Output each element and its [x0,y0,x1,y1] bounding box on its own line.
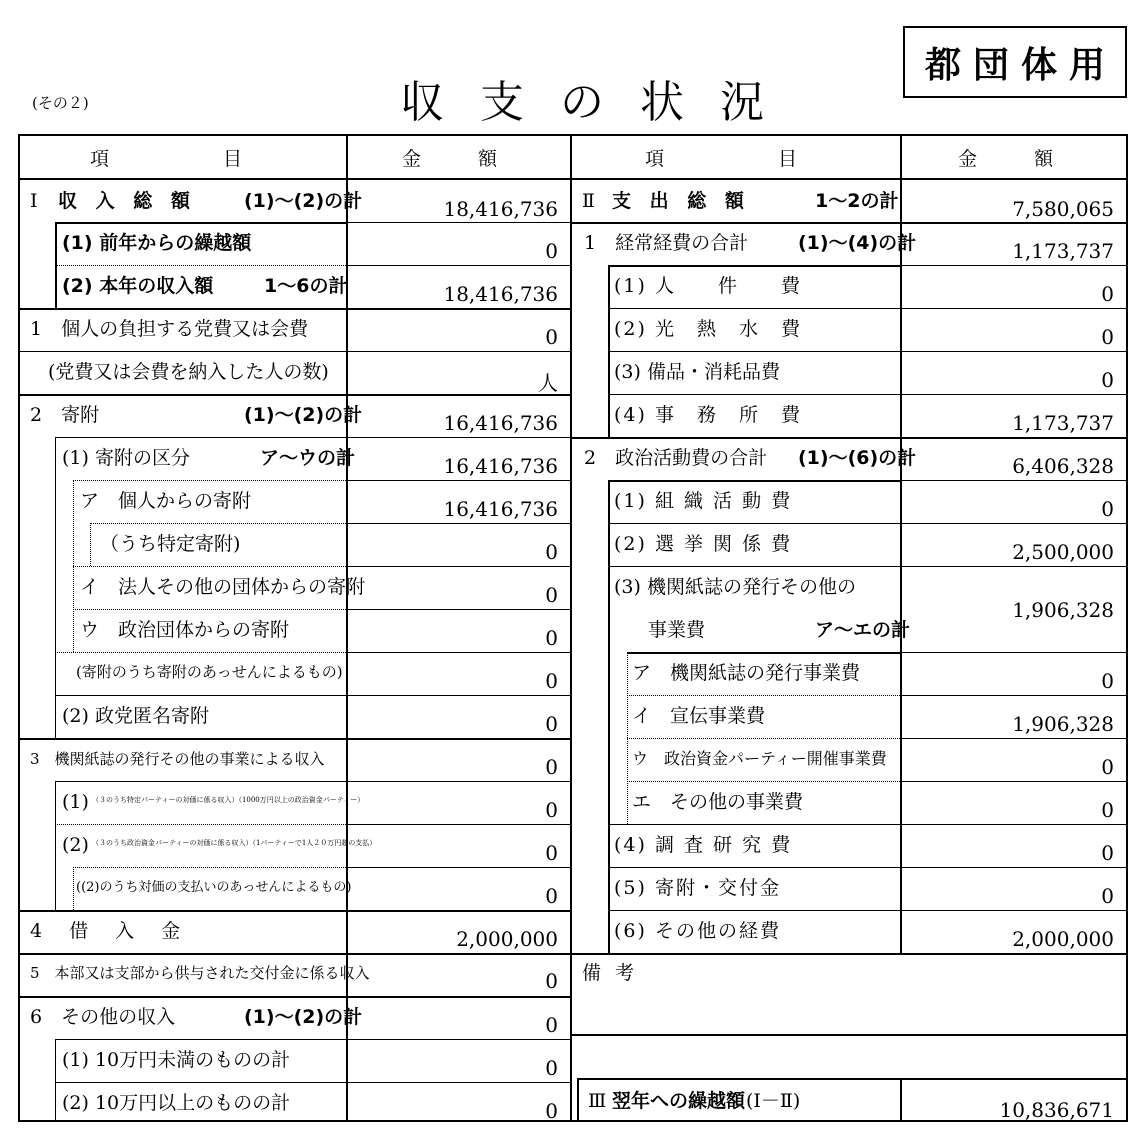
expense-pub-b-label: イ 宣伝事業費 [632,705,766,727]
income-donations-value: 16,416,736 [443,411,558,435]
expense-publication-value: 1,906,328 [1012,598,1114,622]
income-donation-anonymous-label: (2) 政党匿名寄附 [62,705,209,727]
income-donation-types-note: ア～ウの計 [260,447,356,469]
income-pub-sub1-value: 0 [545,798,558,822]
expense-pub-a-label: ア 機関紙誌の発行事業費 [632,662,861,684]
income-branch-grants-value: 0 [545,969,558,993]
income-pub-sub3-value: 0 [545,884,558,908]
income-donation-corporate-label: イ 法人その他の団体からの寄附 [80,576,366,598]
expense-ordinary-label: 1 経常経費の合計 [584,232,749,254]
page-subtitle: (その２) [32,94,89,112]
expense-utilities-label: (2) 光 熱 水 費 [614,318,802,340]
expense-political-value: 6,406,328 [1012,454,1114,478]
income-carryover-value: 0 [545,239,558,263]
income-current-label: (2) 本年の収入額 [62,275,214,297]
expense-office-value: 1,173,737 [1012,411,1114,435]
income-publications-value: 0 [545,755,558,779]
expense-other-label: (6) その他の経費 [614,920,781,942]
expense-pub-c-label: ウ 政治資金パーティー開催事業費 [632,749,887,768]
income-total-label: 収 入 総 額 [58,190,196,212]
income-fees-people-label: (党費又は会費を納入した人の数) [48,361,329,383]
income-donation-specific-label: （うち特定寄附) [100,533,241,555]
expense-office-label: (4) 事 務 所 費 [614,404,802,426]
income-other-over-value: 0 [545,1099,558,1123]
expense-donations-value: 0 [1101,884,1114,908]
income-current-note: 1～6の計 [264,275,348,297]
header-item-right: 項 目 [645,148,798,170]
expense-publication-label-1: (3) 機関紙誌の発行その他の [614,576,856,598]
income-donation-specific-value: 0 [545,540,558,564]
expense-election-label: (2) 選 挙 関 係 費 [614,533,793,555]
income-pub-sub3-label: ((2)のうち対価の支払いのあっせんによるもの) [76,880,352,895]
header-amount-right: 金 額 [958,148,1054,170]
page-title: 収支の状況 [400,77,800,128]
expense-total-value: 7,580,065 [1012,197,1114,221]
income-pub-sub2-num: (2) [62,834,89,856]
expense-ordinary-value: 1,173,737 [1012,239,1114,263]
next-year-note: (Ⅰ－Ⅱ) [746,1090,801,1112]
expense-utilities-value: 0 [1101,325,1114,349]
expense-organization-value: 0 [1101,497,1114,521]
expense-pub-b-value: 1,906,328 [1012,712,1114,736]
expense-election-value: 2,500,000 [1012,540,1114,564]
expense-supplies-label: (3) 備品・消耗品費 [614,361,780,383]
expense-other-value: 2,000,000 [1012,927,1114,951]
income-donation-political-value: 0 [545,626,558,650]
group-type-badge: 都団体用 [903,26,1127,98]
income-fees-people-unit: 人 [538,371,558,395]
income-total-mark: Ⅰ [30,190,38,212]
income-donation-types-label: (1) 寄附の区分 [62,447,190,469]
income-other-under-label: (1) 10万円未満のものの計 [62,1049,291,1071]
income-loans-value: 2,000,000 [456,927,558,951]
expense-publication-note: ア～エの計 [815,619,911,641]
income-total-note: (1)～(2)の計 [244,190,363,212]
income-current-value: 18,416,736 [443,282,558,306]
income-other-note: (1)～(2)の計 [244,1006,363,1028]
income-carryover-label: (1) 前年からの繰越額 [62,232,252,254]
income-fees-label: 1 個人の負担する党費又は会費 [30,318,309,340]
income-pub-sub1-label: （３のうち特定パーティーの対価に係る収入）（1000万円以上の政治資金パーティー） [92,796,365,804]
expense-organization-label: (1) 組 織 活 動 費 [614,490,793,512]
income-donation-types-value: 16,416,736 [443,454,558,478]
next-year-label: 翌年への繰越額 [612,1090,746,1112]
income-donations-label: 2 寄附 [30,404,100,426]
expense-research-value: 0 [1101,841,1114,865]
expense-pub-d-label: エ その他の事業費 [632,791,804,813]
income-other-label: 6 その他の収入 [30,1006,176,1028]
income-branch-grants-label: 5 本部又は支部から供与された交付金に係る収入 [30,964,370,982]
expense-research-label: (4) 調 査 研 究 費 [614,834,793,856]
expense-publication-label-2: 事業費 [648,619,706,641]
expense-total-note: 1～2の計 [815,190,899,212]
income-other-over-label: (2) 10万円以上のものの計 [62,1092,291,1114]
income-other-under-value: 0 [545,1056,558,1080]
income-donation-individual-label: ア 個人からの寄附 [80,490,252,512]
income-donation-corporate-value: 0 [545,583,558,607]
expense-pub-a-value: 0 [1101,669,1114,693]
expense-pub-c-value: 0 [1101,755,1114,779]
income-publications-label: 3 機関紙誌の発行その他の事業による収入 [30,750,325,768]
income-pub-sub2-value: 0 [545,841,558,865]
next-year-mark: Ⅲ [588,1090,607,1112]
expense-political-note: (1)～(6)の計 [798,447,917,469]
expense-ordinary-note: (1)～(4)の計 [798,232,917,254]
income-donation-individual-value: 16,416,736 [443,497,558,521]
income-donation-mediated-label: (寄附のうち寄附のあっせんによるもの) [76,663,343,681]
income-total-value: 18,416,736 [443,197,558,221]
expense-supplies-value: 0 [1101,368,1114,392]
remarks-label: 備 考 [582,962,639,984]
income-donation-political-label: ウ 政治団体からの寄附 [80,619,290,641]
expense-total-mark: Ⅱ [582,190,595,212]
income-other-value: 0 [545,1013,558,1037]
income-donation-mediated-value: 0 [545,669,558,693]
header-amount-left: 金 額 [402,148,498,170]
expense-personnel-value: 0 [1101,282,1114,306]
income-fees-value: 0 [545,325,558,349]
expense-political-label: 2 政治活動費の合計 [584,447,768,469]
expense-total-label: 支 出 総 額 [612,190,750,212]
income-donation-anonymous-value: 0 [545,712,558,736]
expense-donations-label: (5) 寄附・交付金 [614,877,781,899]
income-loans-label: 4 借 入 金 [30,920,185,942]
next-year-value: 10,836,671 [999,1098,1114,1122]
income-pub-sub2-label: （３のうち政治資金パーティーの対価に係る収入）（1パーティーで1人２０万円超の支払） [92,839,377,847]
income-donations-note: (1)～(2)の計 [244,404,363,426]
header-item-left: 項 目 [90,148,243,170]
expense-personnel-label: (1) 人 件 費 [614,275,802,297]
income-pub-sub1-num: (1) [62,791,89,813]
expense-pub-d-value: 0 [1101,798,1114,822]
